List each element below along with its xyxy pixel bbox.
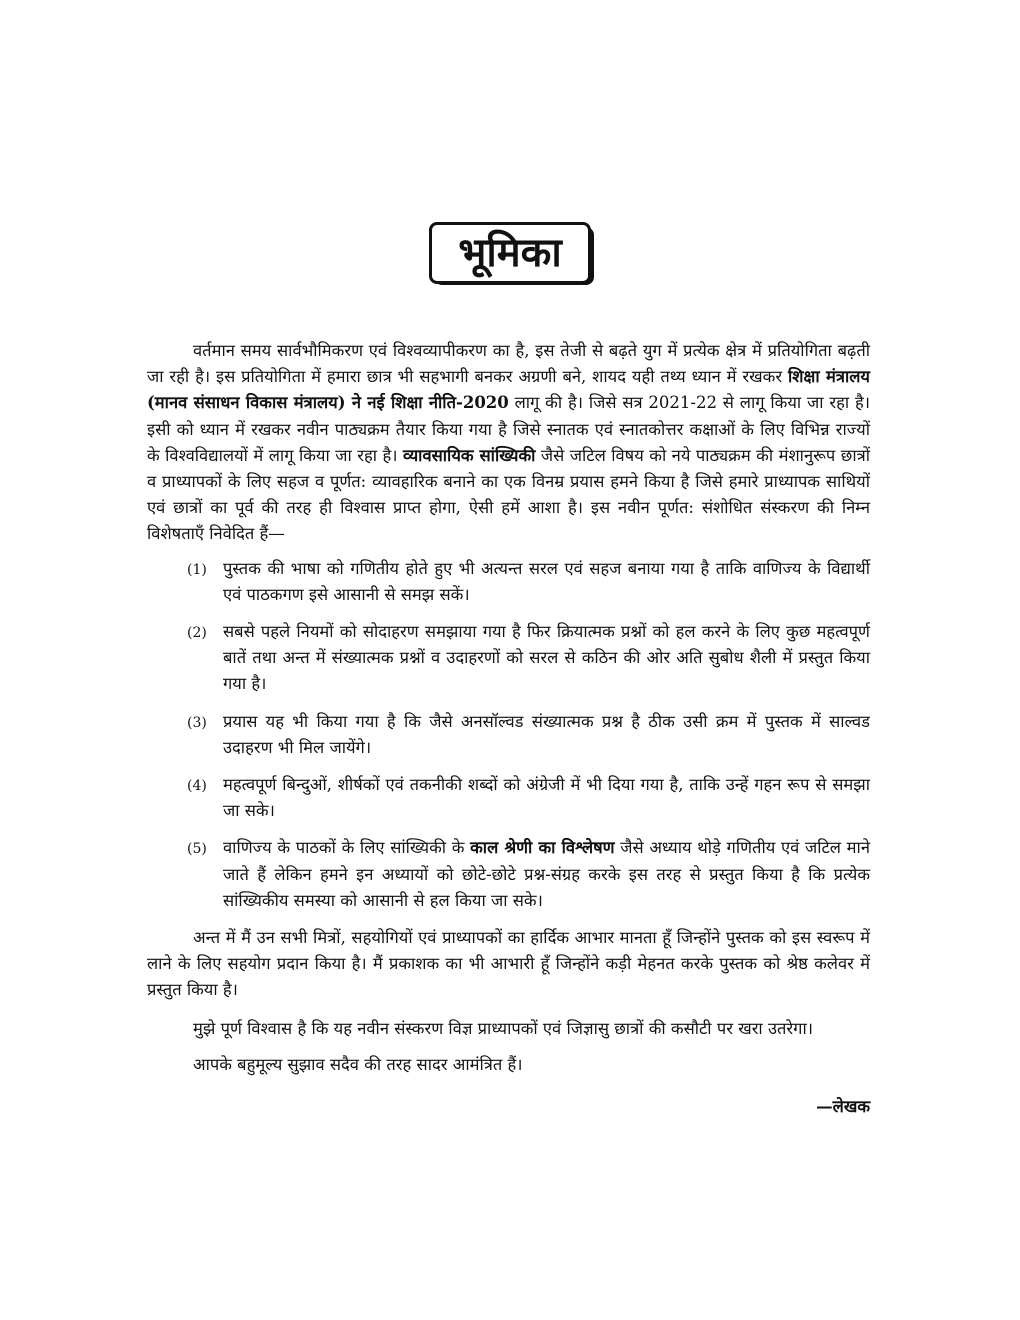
feature-item (187, 619, 870, 698)
feature-text-pre: वाणिज्य के पाठकों के लिए सांख्यिकी के (223, 838, 471, 858)
intro-text-1: वर्तमान समय सार्वभौमिकरण एवं विश्वव्यापीकरण का है, इस तेजी से बढ़ते युग में प्रत्येक क्षेत्र में प्रतियोगिता बढ़ती जा रही है। इस प्रतियोगिता में हमारा छात्र भी सहभागी बनकर अग्रणी बने, शायद यही तथ्य ध्यान में रखकर (147, 341, 870, 387)
intro-text-3: जैसे जटिल विषय को नये पाठ्यक्रम की मंशानुरूप छात्रों व प्राध्यापकों के लिए सहज व पूर्णत: व्यावहारिक बनाने का एक विनम्र प्रयास हमने किया है जिसे हमारे प्राध्यापक साथियों एवं छात्रों का पूर्व की तरह ही विश्वास प्राप्त होगा, ऐसी हमें आशा है। इस नवीन पूर्णत: संशोधित संस्करण की निम्न विशेषताएँ निवेदित हैं— (147, 445, 870, 544)
feature-text: प्रयास यह भी किया गया है कि जैसे अनसॉल्वड संख्यात्मक प्रश्न है ठीक उसी क्रम में पुस्तक में साल्वड उदाहरण भी मिल जायेंगे। (223, 711, 870, 757)
page-title: भूमिका (429, 222, 591, 284)
feature-number: (4) (187, 778, 207, 795)
author-signature: —लेखक (816, 1097, 870, 1117)
feature-text: सबसे पहले नियमों को सोदाहरण समझाया गया है फिर क्रियात्मक प्रश्नों को हल करने के लिए कुछ महत्वपूर्ण बातें तथा अन्त में संख्यात्मक प्रश्नों व उदाहरणों को सरल से कठिन की ओर अति सुबोध शैली में प्रस्तुत किया गया है। (223, 622, 870, 694)
feature-text: महत्वपूर्ण बिन्दुओं, शीर्षकों एवं तकनीकी शब्दों को अंग्रेजी में भी दिया गया है, ताकि उन्हें गहन रूप से समझा जा सके। (223, 775, 870, 821)
acknowledgement-paragraph: अन्त में मैं उन सभी मित्रों, सहयोगियों एवं प्राध्यापकों का हार्दिक आभार मानता हूँ जिन्होंने पुस्तक को इस स्वरूप में लाने के लिए सहयोग प्रदान किया है। मैं प्रकाशक का भी आभारी हूँ जिन्होंने कड़ी मेहनत करके पुस्तक को श्रेष्ठ कलेवर में प्रस्तुत किया है। (147, 928, 870, 1000)
features-list (147, 556, 870, 914)
feature-text: पुस्तक की भाषा को गणितीय होते हुए भी अत्यन्त सरल एवं सहज बनाया गया है ताकि वाणिज्य के विद्यार्थी एवं पाठकगण इसे आसानी से समझ सकें। (223, 558, 870, 604)
feature-item (187, 709, 870, 761)
intro-bold-ministry: शिक्षा मंत्रालय (मानव संसाधन विकास मंत्रालय) ने नई शिक्षा नीति-2020 (147, 367, 870, 413)
feature-number: (5) (187, 841, 207, 858)
feature-text-post: जैसे अध्याय थोड़े गणितीय एवं जटिल माने जाते हैं लेकिन हमने इन अध्यायों को छोटे-छोटे प्रश्न-संग्रह करके इस तरह से प्रस्तुत किया है कि प्रत्येक सांख्यिकीय समस्या को आसानी से हल किया जा सके। (223, 838, 870, 910)
feature-number: (2) (187, 625, 207, 642)
feature-text (223, 835, 870, 914)
feature-number: (3) (187, 714, 207, 731)
feature-number: (1) (187, 561, 207, 578)
suggestions-paragraph: आपके बहुमूल्य सुझाव सदैव की तरह सादर आमंत्रित हैं। (193, 1054, 523, 1074)
feature-item (187, 835, 870, 914)
intro-text-2: लागू की है। जिसे सत्र 2021-22 से लागू किया जा रहा है। इसी को ध्यान में रखकर नवीन पाठ्यक्रम तैयार किया गया है जिसे स्नातक एवं स्नातकोत्तर कक्षाओं के लिए विभिन्न राज्यों के विश्वविद्यालयों में लागू किया जा रहा है। (147, 393, 870, 465)
feature-item (187, 556, 870, 608)
feature-item (187, 772, 870, 824)
confidence-paragraph: मुझे पूर्ण विश्वास है कि यह नवीन संस्करण विज्ञ प्राध्यापकों एवं जिज्ञासु छात्रों की कसौटी पर खरा उतरेगा। (193, 1018, 813, 1038)
title-frame (429, 222, 597, 288)
intro-paragraph (147, 338, 870, 548)
preface-body (147, 338, 870, 1120)
feature-bold-time-series: काल श्रेणी का विश्लेषण (470, 838, 615, 858)
intro-bold-subject: व्यावसायिक सांख्यिकी (402, 445, 536, 465)
